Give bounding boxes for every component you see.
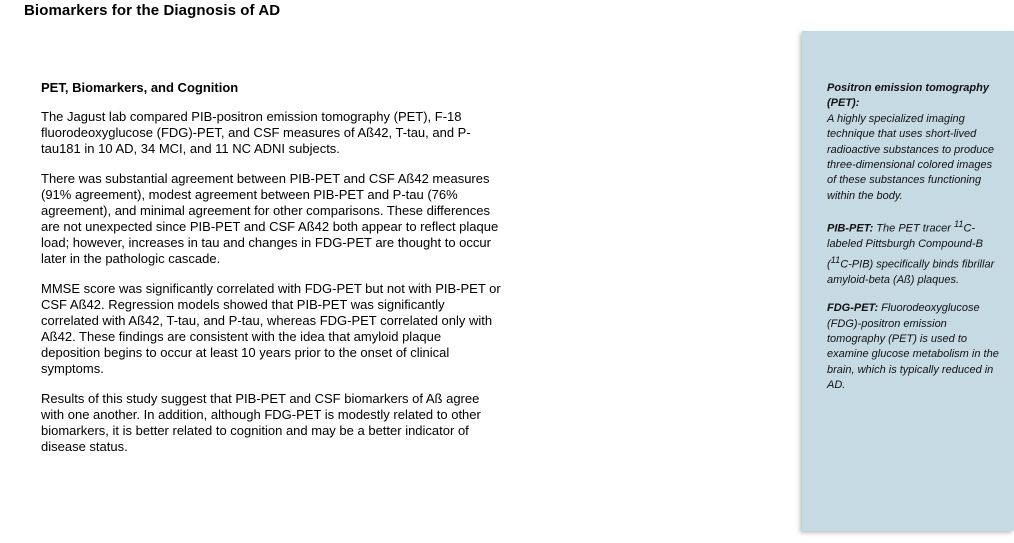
superscript-11-b: 11 xyxy=(830,254,841,265)
definition-pet xyxy=(827,81,999,204)
paragraph-study-overview: The Jagust lab compared PIB-positron emission tomography (PET), F-18 fluorodeoxyglucose (FDG)-PET, and CSF measures of Aß42, T-tau, and P-tau181 in 10 AD, 34 MCI, and 11 NC ADNI subjects. xyxy=(41,109,471,156)
section-heading: PET, Biomarkers, and Cognition xyxy=(41,80,239,95)
definition-pib-pet-text-a: The PET tracer xyxy=(873,222,954,235)
definition-pib-pet-text-c: C-PIB) specifically binds fibrillar amyloid-beta (Aß) plaques. xyxy=(827,258,995,286)
paragraph-agreement-results: There was substantial agreement between PIB-PET and CSF Aß42 measures (91% agreement), modest agreement between PIB-PET and P-tau (76% agreement), and minimal agreement for other comparisons. These differences are not unexpected since PIB-PET and CSF Aß42 both appear to reflect plaque load; however, increases in tau and changes in FDG-PET are thought to occur later in the pathologic cascade. xyxy=(41,171,499,266)
main-content xyxy=(41,80,511,469)
glossary-content xyxy=(827,81,999,407)
page-title: Biomarkers for the Diagnosis of AD xyxy=(24,2,281,19)
glossary-sidebar xyxy=(802,31,1014,531)
term-pib-pet: PIB-PET: xyxy=(827,222,874,235)
definition-fdg-pet-text: Fluorodeoxyglucose (FDG)-positron emission tomography (PET) is used to examine glucose metabolism in the brain, which is typically reduced in AD. xyxy=(827,302,999,392)
paragraph-mmse-correlation: MMSE score was significantly correlated with FDG-PET but not with PIB-PET or CSF Aß42. Regression models showed that PIB-PET was significantly correlated with Aß42, T-tau, and P-tau, whereas FDG-PET correlated only with Aß42. These findings are consistent with the idea that amyloid plaque deposition begins to occur at least 10 years prior to the onset of clinical symptoms. xyxy=(41,281,501,376)
term-pet: Positron emission tomography (PET): xyxy=(827,82,989,110)
term-fdg-pet: FDG-PET: xyxy=(827,302,879,315)
definition-pib-pet xyxy=(827,217,999,288)
superscript-11: 11 xyxy=(953,219,964,230)
paragraph-conclusion: Results of this study suggest that PIB-PET and CSF biomarkers of Aß agree with one another. In addition, although FDG-PET is modestly related to other biomarkers, it is better related to cognition and may be a better indicator of disease status. xyxy=(41,391,481,454)
definition-pet-text: A highly specialized imaging technique that uses short-lived radioactive substances to produce three-dimensional colored images of these substances functioning within the body. xyxy=(827,112,994,202)
definition-pib-pet-text-b: C-labeled Pittsburgh Compound-B ( xyxy=(827,222,983,271)
definition-fdg-pet xyxy=(827,301,999,393)
